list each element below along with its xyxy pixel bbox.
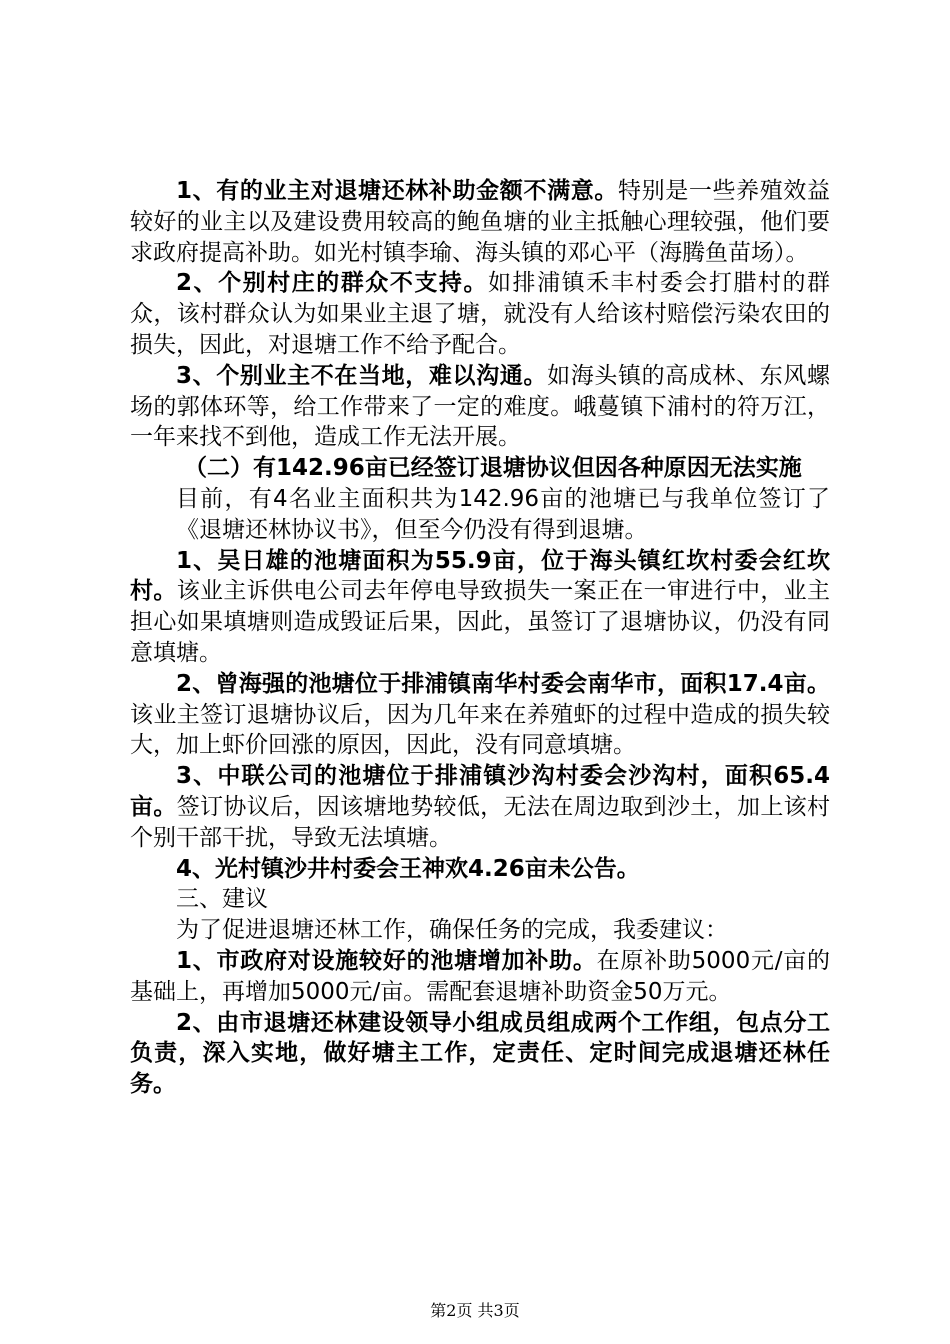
- paragraph-2-lead: 2、个别村庄的群众不支持。: [176, 270, 488, 297]
- paragraph-5: [130, 669, 830, 761]
- paragraph-1-lead: 1、有的业主对退塘还林补助金额不满意。: [176, 178, 618, 204]
- paragraph-7-lead: 4、光村镇沙井村委会王神欢4.26亩未公告。: [176, 855, 640, 882]
- paragraph-6: [130, 761, 830, 853]
- section-heading-3-text: 三、建议: [176, 886, 268, 913]
- paragraph-5-text: 该业主签订退塘协议后，因为几年来在养殖虾的过程中造成的损失较大，加上虾价回涨的原因，因此，没有同意填塘。: [130, 701, 830, 759]
- paragraph-9-lead: 2、由市退塘还林建设领导小组成员组成两个工作组，包点分工负责，深入实地，做好塘主工作，定责任、定时间完成退塘还林任务。: [130, 1009, 830, 1098]
- paragraph-3-text: 如海头镇的高成林、东风螺场的郭体环等，给工作带来了一定的难度。峨蔓镇下浦村的符万江，一年来找不到他，造成工作无法开展。: [130, 362, 830, 451]
- paragraph-4-text: 该业主诉供电公司去年停电导致损失一案正在一审进行中，业主担心如果填塘则造成毁证后果，因此，虽签订了退塘协议，仍没有同意填塘。: [130, 578, 831, 666]
- paragraph-8: [130, 946, 830, 1008]
- paragraph-3: [130, 361, 830, 453]
- paragraph-1-text: 特别是一些养殖效益较好的业主以及建设费用较高的鲍鱼塘的业主抵触心理较强，他们要求政府提高补助。如光村镇李瑜、海头镇的邓心平（海腾鱼苗场）。: [130, 178, 831, 266]
- paragraph-summary: [130, 484, 830, 546]
- section-heading-3: [130, 884, 830, 915]
- paragraph-3-lead: 3、个别业主不在当地，难以沟通。: [176, 362, 548, 389]
- paragraph-8-text: 在原补助5000元/亩的基础上，再增加5000元/亩。需配套退塘补助资金50万元。: [130, 947, 830, 1005]
- section-heading-2-text: （二）有142.96亩已经签订退塘协议但因各种原因无法实施: [184, 455, 802, 482]
- paragraph-1: [130, 176, 830, 268]
- paragraph-6-lead: 3、中联公司的池塘位于排浦镇沙沟村委会沙沟村，面积65.4亩。: [130, 763, 830, 820]
- paragraph-8-lead: 1、市政府对设施较好的池塘增加补助。: [176, 947, 597, 974]
- paragraph-summary-text: 目前，有4名业主面积共为142.96亩的池塘已与我单位签订了《退塘还林协议书》，但至今仍没有得到退塘。: [176, 485, 830, 543]
- paragraph-7: [130, 854, 830, 885]
- page-footer: 第2页 共3页: [430, 1301, 520, 1320]
- paragraph-recommend-intro-text: 为了促进退塘还林工作，确保任务的完成，我委建议：: [176, 917, 728, 944]
- paragraph-recommend-intro: [130, 915, 830, 946]
- section-heading-2: [130, 453, 830, 484]
- paragraph-9: [130, 1008, 830, 1100]
- paragraph-4-lead: 1、吴日雄的池塘面积为55.9亩，位于海头镇红坎村委会红坎村。: [130, 547, 830, 605]
- paragraph-6-text: 签订协议后，因该塘地势较低，无法在周边取到沙土，加上该村个别干部干扰，导致无法填塘。: [130, 793, 831, 851]
- paragraph-2: [130, 268, 830, 360]
- paragraph-2-text: 如排浦镇禾丰村委会打腊村的群众，该村群众认为如果业主退了塘，就没有人给该村赔偿污染农田的损失，因此，对退塘工作不给予配合。: [130, 270, 830, 358]
- paragraph-4: [130, 546, 830, 669]
- document-body: [130, 176, 830, 1100]
- paragraph-5-lead: 2、曾海强的池塘位于排浦镇南华村委会南华市，面积17.4亩。: [176, 670, 830, 697]
